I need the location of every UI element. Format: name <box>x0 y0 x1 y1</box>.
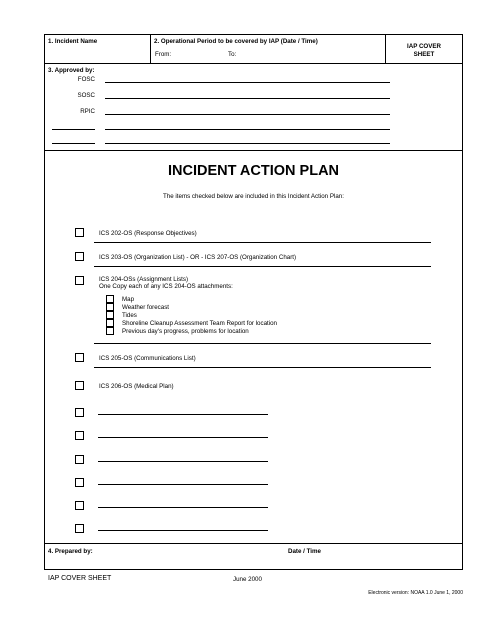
attachment-tides-checkbox[interactable] <box>106 311 114 319</box>
ics203-label: ICS 203-OS (Organization List) - OR - ICS 207-OS (Organization Chart) <box>99 254 297 261</box>
plan-title: INCIDENT ACTION PLAN <box>167 163 340 179</box>
blank-item-2-line[interactable] <box>98 437 268 438</box>
ics205-label: ICS 205-OS (Communications List) <box>99 355 196 362</box>
extra-signature-line-1[interactable] <box>105 129 390 130</box>
ics205-checkbox[interactable] <box>75 353 84 362</box>
header-bottom-rule <box>44 63 463 64</box>
approval-bottom-rule <box>44 150 463 151</box>
fosc-signature-line[interactable] <box>105 82 390 83</box>
approver-role-fosc: FOSC <box>77 76 95 83</box>
date-time-label: Date / Time <box>288 548 321 555</box>
blank-item-2-checkbox[interactable] <box>75 431 84 440</box>
footer-form-date: June 2000 <box>233 576 262 583</box>
form-title-line1: IAP COVER <box>407 43 441 50</box>
ics203-rule <box>94 266 431 267</box>
extra-signature-line-2[interactable] <box>105 143 390 144</box>
to-field[interactable] <box>242 48 382 60</box>
attachment-weather-checkbox[interactable] <box>106 303 114 311</box>
attachment-scat-label: Shoreline Cleanup Assessment Team Report for location <box>122 320 277 327</box>
ics202-checkbox[interactable] <box>75 228 84 237</box>
ics204-rule <box>94 343 431 344</box>
blank-item-1-checkbox[interactable] <box>75 408 84 417</box>
incident-name-label: 1. Incident Name <box>48 38 98 45</box>
operational-period-label: 2. Operational Period to be covered by IAP (Date / Time) <box>154 38 318 45</box>
from-label: From: <box>155 51 172 58</box>
ics204-label-line2: One Copy each of any ICS 204-OS attachments: <box>99 283 233 290</box>
rpic-signature-line[interactable] <box>105 114 390 115</box>
blank-item-3-checkbox[interactable] <box>75 455 84 464</box>
from-field[interactable] <box>180 48 225 60</box>
ics202-label: ICS 202-OS (Response Objectives) <box>99 230 197 237</box>
extra-role-line-2[interactable] <box>52 143 95 144</box>
header-divider-2 <box>385 34 386 63</box>
blank-item-1-line[interactable] <box>98 414 268 415</box>
plan-intro: The items checked below are included in this Incident Action Plan: <box>163 193 344 200</box>
date-time-field[interactable] <box>330 546 458 566</box>
incident-name-field[interactable] <box>47 46 148 61</box>
prepared-by-label: 4. Prepared by: <box>48 548 93 555</box>
blank-item-5-line[interactable] <box>98 507 268 508</box>
prepared-by-field[interactable] <box>110 546 280 566</box>
sosc-signature-line[interactable] <box>105 98 390 99</box>
attachment-map-checkbox[interactable] <box>106 295 114 303</box>
ics206-label: ICS 206-OS (Medical Plan) <box>99 383 174 390</box>
blank-item-4-checkbox[interactable] <box>75 478 84 487</box>
header-divider-1 <box>150 34 151 63</box>
footer-form-name: IAP COVER SHEET <box>48 575 112 582</box>
blank-item-6-checkbox[interactable] <box>75 524 84 533</box>
ics203-checkbox[interactable] <box>75 252 84 261</box>
extra-role-line-1[interactable] <box>52 129 95 130</box>
footer-version: Electronic version: NOAA 1.0 June 1, 2000 <box>368 590 463 596</box>
approver-role-rpic: RPIC <box>80 108 95 115</box>
ics202-rule <box>94 242 431 243</box>
ics206-checkbox[interactable] <box>75 381 84 390</box>
ics204-checkbox[interactable] <box>75 276 84 285</box>
blank-item-5-checkbox[interactable] <box>75 501 84 510</box>
blank-item-6-line[interactable] <box>98 530 268 531</box>
approved-by-label: 3. Approved by: <box>48 67 95 74</box>
attachment-scat-checkbox[interactable] <box>106 319 114 327</box>
ics205-rule <box>94 367 431 368</box>
attachment-tides-label: Tides <box>122 312 137 319</box>
blank-item-4-line[interactable] <box>98 484 268 485</box>
to-label: To: <box>228 51 237 58</box>
blank-item-3-line[interactable] <box>98 461 268 462</box>
attachment-progress-label: Previous day's progress, problems for location <box>122 328 249 335</box>
prepared-by-top-rule <box>44 543 463 544</box>
approver-role-sosc: SOSC <box>77 92 95 99</box>
form-title-line2: SHEET <box>413 51 435 58</box>
attachment-progress-checkbox[interactable] <box>106 327 114 335</box>
ics204-label-line1: ICS 204-OSs (Assignment Lists) <box>99 276 189 283</box>
attachment-weather-label: Weather forecast <box>122 304 170 311</box>
attachment-map-label: Map <box>122 296 135 303</box>
